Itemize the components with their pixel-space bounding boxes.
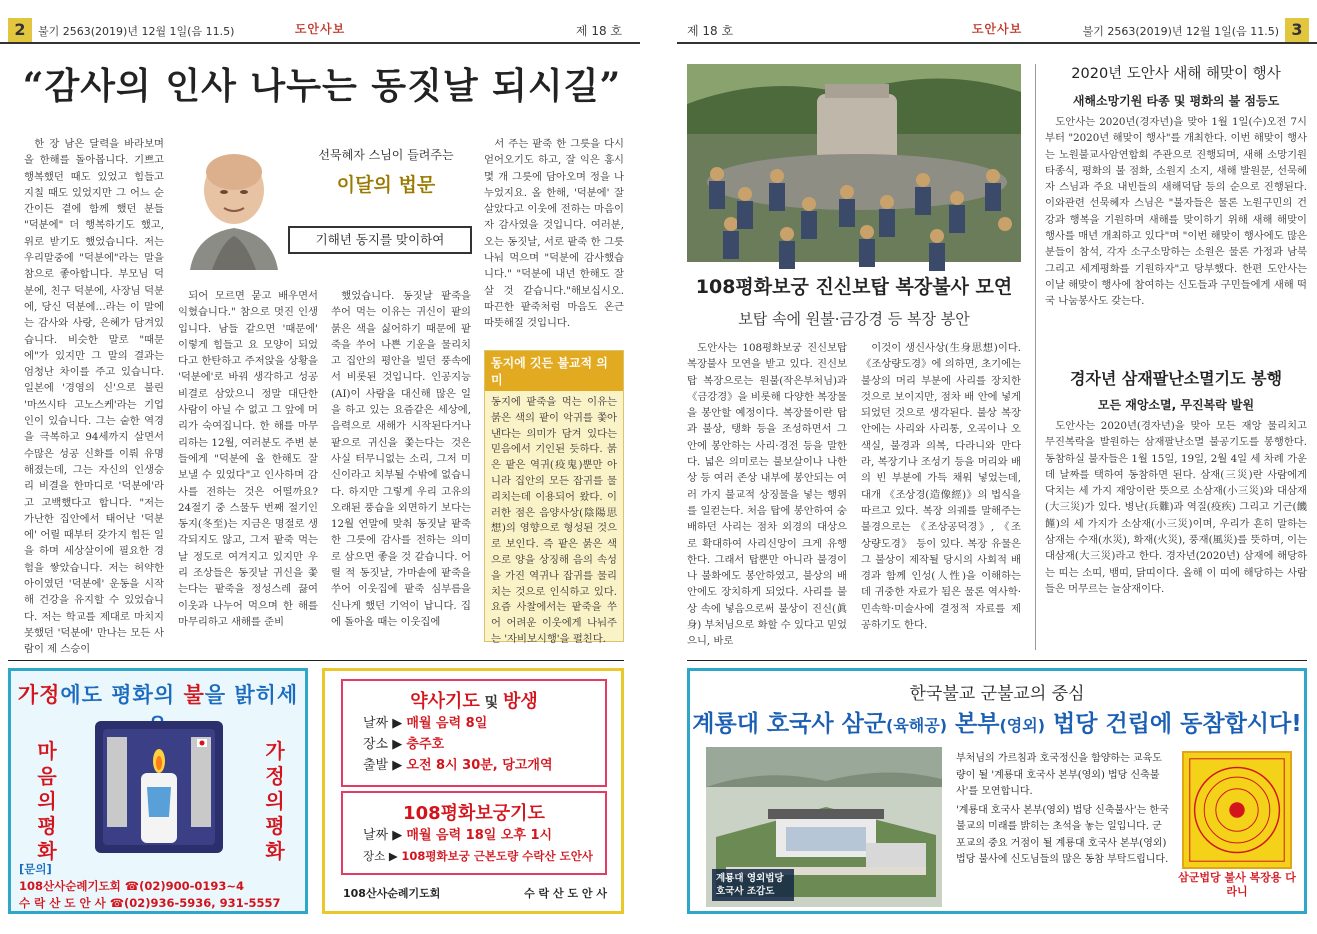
page-number: 2 xyxy=(8,18,32,42)
column-text: 한 장 남은 달력을 바라보며 올 한해를 돌아봅니다. 기쁘고 행복했던 때도 있었고 힘들고 지칠 때도 있었지만 그 어느 순간이든 곁에 함께 했던 분들 "덕분에" 더 행복하기도 했고, 위로 받기도 했었습니다. 저는 우리말중에 "덕분에"라는 말을 참으로 좋아합니다. 부모님 덕분에, 친구 덕분에, 사장님 덕분에, 당신 덕분에…라는 이 말에는 감사와 사랑, 은혜가 담겨있습니다. 비슷한 말로 "때문에"가 있지만 그 말의 결과는 엄청난 차이를 주고 있습니다. 일본에 '경영의 신'으로 불린 '마쓰시타 고노스케'라는 기업인이 있습니다. 그는 숱한 역경을 극복하고 94세까지 살면서 수많은 성공 신화를 이뤄 유명해졌는데, 그는 자신의 인생승리 비결을 한마디로 '덕분에'라고 고백했다고 합니다. "저는 가난한 집안에서 태어난 '덕분에' 어릴 때부터 갖가지 힘든 일을 하며 세상살이에 필요한 경험을 쌓았습니다. 저는 허약한 아이였던 '덕분에' 운동을 시작해 건강을 유지할 수 있었습니다. 저는 학교를 제대로 마치지 못했던 '덕분에' 만나는 모든 사람이 제 스승이 xyxy=(24,138,164,656)
ritual-row xyxy=(343,713,605,734)
ad-contact xyxy=(19,861,305,912)
headline-part: 계룡대 호국사 삼군 xyxy=(692,711,887,737)
ceremony-photo xyxy=(687,64,1021,262)
ritual-row xyxy=(343,846,605,867)
column-text: 이것이 생신사상(生身思想)이다. 《조상량도경》에 의하면, 초기에는 불상의 머리 부분에 사리를 장치한 것으로 보이지만, 점차 배 안에 넣게 되었던 것으로 생각된다. 불상 복장 안에는 사리와 사리통, 오곡이나 오색실, 불경과 의복, 다라니와 만다라, 복장기나 조성기 등을 머리와 배의 빈 부분에 가득 채워 넣었는데, 대개 《조상경(造像經)》의 법식을 따르고 있다. 복장 의궤를 말해주는 불경으로는 《조상공덕경》, 《조상량도경》 등이 있다. 복장 유물은 그 불상이 제작될 당시의 사회적 배경과 함께 인성(人性)을 이해하는 데 귀중한 자료가 됨은 물론 역사학·민속학·미술사에 결정적 자료를 제공하기도 한다. xyxy=(861,342,1021,632)
ad-footer xyxy=(325,881,621,911)
footer-org: 108산사순례기도회 xyxy=(343,887,441,900)
column-text: 되어 모르면 묻고 배우면서 익혔습니다." 참으로 멋진 인생입니다. 남들 같으면 '때문에' 이렇게 힘들고 요 모양이 되었다고 한탄하고 주저앉을 상황을 '덕분에'로 바꿔 생각하고 성공비결로 삼았으니 정말 대단한 사람이 아닐 수 없고 그 앞에 머리가 숙여집니다. 한 해를 마무리하는 12월, 여러분도 주변 분들에게 "덕분에 올 한해도 잘 보낼 수 있었다"고 인사하며 감사를 전하는 것은 어떨까요? 24절기 중 스물두 번째 절기인 동지(冬至)는 지금은 명절로 생각되지도 않고, 그저 팥죽 먹는 날 정도로 여겨지고 있지만 우리 조상들은 동짓날 귀신을 쫓는다는 팥죽을 정성스레 끓여 이웃과 나누어 먹으며 한 해를 마무리하고 새해를 준비 xyxy=(178,290,318,628)
ritual-title-part: 방생 xyxy=(503,691,538,712)
ritual-title-part: 약사기도 xyxy=(410,691,480,712)
stupa-column-2 xyxy=(861,340,1021,648)
headline-part: 법당 건립에 동참합시다! xyxy=(1045,711,1302,737)
ad-title-part: 가정 xyxy=(17,683,61,707)
issue-number: 제 18 호 xyxy=(687,24,734,38)
series-title: 이달의 법문 xyxy=(336,174,436,196)
row-label: 날짜 ▶ xyxy=(363,828,407,843)
rendering-caption: 계룡대 영외법당 호국사 조감도 xyxy=(712,869,794,901)
masthead: 도안사보 xyxy=(294,22,346,36)
column-divider xyxy=(1035,64,1036,650)
headline-part: (영외) xyxy=(999,716,1046,735)
sunrise-article-subtitle: 새해소망기원 타종 및 평화의 불 점등도 xyxy=(1072,94,1280,108)
vertical-slogan-right: 가정의 평화 xyxy=(265,739,285,863)
row-value: 오전 8시 30분, 당고개역 xyxy=(406,758,553,773)
contact-phone: ☎(02)936-5936, 931-5557 xyxy=(109,896,281,910)
article-column-2 xyxy=(178,288,318,642)
contact-phone: ☎(02)900-0193~4 xyxy=(124,879,245,893)
column-text: 도안사는 108평화보궁 진신보탑 복장불사 모연을 받고 있다. 진신보탑 복장으로는 원불(작은부처님)과 《금강경》을 비롯해 다양한 복장물을 봉안할 예정이다. 복장물이란 탑과 불상, 탱화 등을 조성하면서 그 안에 봉안하는 사리·경전 등을 말한다. 넓은 의미로는 불보살이나 나한상 등 여러 존상 내부에 봉안되는 여러 가지 불교적 상징물을 넣는 행위를 일컫는다. 처음 탑에 봉안하여 숭배하던 사리는 점차 외경의 대상으로 확대하여 사리신앙이 크게 유행한다. 그래서 탑뿐만 아니라 불경이나 불화에도 봉안하였고, 불상의 배 안에도 장치하게 되었다. 사리를 불상 속에 넣음으로써 불상이 진신(眞身) 부처님으로 화할 수 있다고 믿었으니, 바로 xyxy=(687,342,847,648)
contact-label: [문의] xyxy=(19,862,52,876)
prayer-article-body xyxy=(1045,418,1307,648)
header-rule xyxy=(677,42,1317,44)
right-page xyxy=(677,0,1317,934)
prayer-article-subtitle: 모든 재앙소멸, 무진복락 발원 xyxy=(1097,398,1255,412)
section-rule xyxy=(8,660,624,661)
row-value: 매월 음력 8일 xyxy=(406,716,488,731)
row-label: 장소 ▶ xyxy=(363,737,407,752)
row-label: 출발 ▶ xyxy=(363,758,407,773)
sidebar-title: 동지에 깃든 불교적 의미 xyxy=(485,351,623,391)
section-rule xyxy=(687,660,1307,661)
monk-portrait xyxy=(182,146,286,270)
stupa-article-title: 108평화보궁 진신보탑 복장불사 모연 xyxy=(695,276,1013,298)
ritual-title: 108평화보궁기도 xyxy=(403,803,545,824)
ad-rituals xyxy=(322,668,624,914)
ritual-title xyxy=(343,687,605,713)
row-value: 매월 음력 18일 오후 1시 xyxy=(406,828,553,843)
column-text: 도안사는 2020년(경자년)을 맞아 1월 1일(수)오전 7시부터 "2020년 해맞이 행사"를 개최한다. 이번 해맞이 행사는 노원불교사암연합회 주관으로 진행되며, 새해 소망기원 타종식, 평화의 불 점화, 소원지 소지, 새해 발원문, 선묵혜자 스님과 주요 내빈들의 새해덕담 등의 순으로 진행된다. 이와관련 선묵혜자 스님은 "불자들은 물론 노원구민의 건강과 행복을 기원하며 새해를 맞이하기 위해 새해 해맞이 행사를 매년 개최하고 있다"며 "이번 해맞이 행사에도 많은 분들이 참석, 각자 소구소망하는 소원은 물론 가정과 남북 그리고 세계평화를 기원하자"고 당부했다. 한편 도안사는 이날 해맞이 행사에 참여하는 신도들과 구민들에게 새해 떡국 나눔봉사도 갖는다. xyxy=(1045,116,1307,308)
stupa-article-subtitle: 보탑 속에 원불·금강경 등 복장 봉안 xyxy=(738,310,970,328)
page-header-right xyxy=(677,18,1317,44)
article-column-1 xyxy=(24,136,164,656)
ritual-title-part: 및 xyxy=(479,695,504,711)
page-header-left xyxy=(0,18,640,44)
ad-hoguksa-temple xyxy=(687,668,1307,914)
ad-title-part: 불 xyxy=(183,683,205,707)
talk-subtitle: 기해년 동지를 맞이하여 xyxy=(288,226,472,254)
article-headline: “감사의 인사 나누는 동짓날 되시길” xyxy=(22,65,622,107)
ad-paragraph: 부처님의 가르침과 호국정신을 함양하는 교육도량이 될 '계룡대 호국사 본부(영외) 법당 신축불사'를 모연합니다. xyxy=(956,753,1162,797)
row-value: 충주호 xyxy=(406,737,445,752)
row-label: 장소 ▶ xyxy=(363,849,402,863)
ad-paragraph: '계룡대 호국사 본부(영외) 법당 신축불사'는 한국불교의 미래를 밝히는 초석을 놓는 일입니다. 군포교의 중요 거점이 될 계룡대 호국사 본부(영외) 법당 불사에 신도님들의 많은 동참 부탁드립니다. xyxy=(956,804,1169,865)
contact-name: 108산사순례기도회 xyxy=(19,879,121,893)
headline-part: (육해공) xyxy=(886,716,948,735)
dharani-caption: 삼군법당 불사 복장용 다라니 xyxy=(1178,871,1296,898)
ad-body xyxy=(956,751,1170,871)
sunrise-article-body xyxy=(1045,114,1307,350)
left-page xyxy=(0,0,640,934)
ritual-box-medicine-buddha xyxy=(341,679,607,787)
vertical-slogan-left: 마음의 평화 xyxy=(37,739,57,863)
ritual-box-peace-palace xyxy=(341,791,607,875)
issue-date: 불기 2563(2019)년 12월 1일(음 11.5) xyxy=(38,25,235,38)
ad-title-part: 을 밝히세 xyxy=(204,683,299,707)
contact-name: 수 락 산 도 안 사 xyxy=(19,896,106,910)
row-label: 날짜 ▶ xyxy=(363,716,407,731)
issue-date: 불기 2563(2019)년 12월 1일(음 11.5) xyxy=(1082,25,1279,38)
stupa-column-1 xyxy=(687,340,847,648)
sunrise-article-title: 2020년 도안사 새해 해맞이 행사 xyxy=(1071,66,1281,82)
header-rule xyxy=(0,42,640,44)
ad-peace-lantern xyxy=(8,668,308,914)
article-column-4 xyxy=(484,136,624,342)
sidebar-body: 동지에 팥죽을 먹는 이유는 붉은 색의 팥이 악귀를 쫓아낸다는 의미가 담겨 있다는 믿음에서 기인된 듯하다. 붉은 팥은 역귀(疫鬼)뿐만 아니라 집안의 모든 잡귀를 물리치는데 이용되어 왔다. 이러한 점은 음양사상(陰陽思想)의 영향으로 형성된 것으로 보인다. 즉 팥은 붉은 색으로 양을 상징해 음의 속성을 가진 역귀나 잡귀를 물리치는 것으로 인식하고 있다. 요즘 사찰에서는 팥죽을 쑤어 어려운 이웃에게 나눠주는 '자비보시행'을 펼친다. xyxy=(491,396,617,645)
headline-part: 본부 xyxy=(947,711,1000,737)
ritual-row xyxy=(343,825,605,846)
ad-headline-1: 한국불교 군불교의 중심 xyxy=(909,684,1085,704)
footer-temple: 수 락 산 도 안 사 xyxy=(524,887,607,900)
column-text: 했었습니다. 동짓날 팥죽을 쑤어 먹는 이유는 귀신이 팥의 붉은 색을 싫어하기 때문에 팥죽을 쑤어 나쁜 기운을 물리치고 집안의 평안을 빌던 풍속에서 비롯된 것입니다. 인공지능(AI)이 사람을 대신해 많은 일을 하고 있는 요즘같은 세상에, 음력으로 새해가 시작된다거나 팥으로 귀신을 쫓는다는 것은 사실 터무니없는 소리, 그저 미신이라고 치부될 수밖에 없습니다. 하지만 그렇게 우리 고유의 오래된 풍습을 외면하기 보다는 12월 연말에 맞춰 동짓날 팥죽 한 그릇에 감사를 전하는 의미로 삼으면 좋을 것 같습니다. 어릴 적 동짓날, 가마솥에 팥죽을 쑤어 이웃집에 팥죽 심부름을 신나게 했던 기억이 납니다. 집에 돌아올 때는 이웃집에 xyxy=(331,290,471,628)
ritual-row xyxy=(343,734,605,755)
column-text: 도안사는 2020년(경자년)을 맞아 모든 재앙 물리치고 무진복락을 발원하는 삼재팔난소멸 불공기도를 봉행한다. 동참하실 불자들은 1월 15일, 19일, 2월 4일 세 차례 가운데 날짜를 택하여 동참하면 된다. 삼재(三災)란 사람에게 닥치는 세 가지 재앙이란 뜻으로 소삼재(小三災)와 대삼재(大三災)가 있다. 병난(兵難)과 역질(疫疾) 그리고 기근(饑饉)의 세 가지가 소삼재(小三災)이며, 우리가 흔히 말하는 삼재는 수재(水災), 화재(火災), 풍재(風災)를 뜻하며, 이는 대삼재(大三災)라고 한다. 경자년(2020년) 삼재에 해당하는 띠는 소띠, 뱀띠, 닭띠이다. 올해 이 띠에 해당하는 사람들은 머무르는 늘삼재이다. xyxy=(1045,420,1307,595)
issue-number: 제 18 호 xyxy=(575,24,622,38)
masthead: 도안사보 xyxy=(971,22,1023,36)
article-column-3 xyxy=(331,288,471,642)
dharma-talk-box xyxy=(178,140,472,278)
dharani-image xyxy=(1182,751,1292,869)
prayer-article-title: 경자년 삼재팔난소멸기도 봉행 xyxy=(1069,369,1283,388)
ritual-row xyxy=(343,755,605,776)
sidebar-box xyxy=(484,350,624,645)
lantern-icon xyxy=(89,717,229,857)
series-kicker: 선묵혜자 스님이 들려주는 xyxy=(318,148,454,162)
page-number: 3 xyxy=(1285,18,1309,42)
ad-headline-2 xyxy=(690,705,1304,738)
column-text: 서 주는 팥죽 한 그릇을 다시 얻어오기도 하고, 잘 익은 홍시 몇 개 그릇에 담아오며 정을 나누었지요. 올 한해, '덕분에' 잘 살았다고 이웃에 전하는 마음이자 감사였을 것입니다. 여러분, 오는 동짓날, 서로 팥죽 한 그릇 나눠 먹으며 "덕분에 감사했습니다." "덕분에 내년 한해도 잘살 것 같습니다."해보십시오. 따끈한 팥죽처럼 마음도 온근 따뜻해질 것입니다. xyxy=(484,138,624,330)
ad-title-part: 에도 평화의 xyxy=(60,683,184,707)
row-value: 108평화보궁 근본도량 수락산 도안사 xyxy=(401,849,593,863)
